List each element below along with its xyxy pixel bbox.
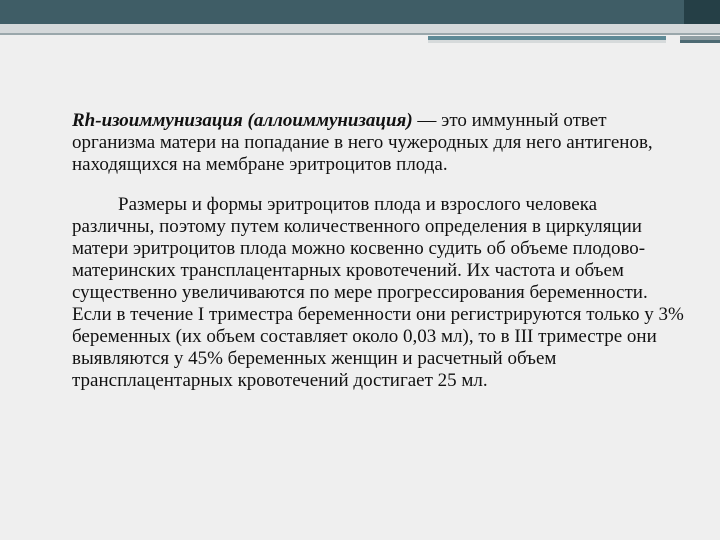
slide-content [72, 110, 684, 392]
definition-text: — это иммунный ответ организма матери на попадание в него чужеродных для него антигенов, находящихся на мембране эритроцитов плода. [72, 110, 653, 175]
slide-accent-bar-light [428, 40, 666, 43]
slide-accent-bar-right-dark [680, 40, 720, 43]
slide-top-divider [0, 33, 720, 35]
slide-top-band-corner [684, 0, 720, 24]
slide-top-band [0, 0, 720, 24]
body-paragraph: Размеры и формы эритроцитов плода и взрослого человека различны, поэтому путем количественного определения в циркуляции матери эритроцитов плода можно косвенно судить об объеме плодово-материнских трансплацентарных кровотечений. Их частота и объем существенно увеличиваются по мере прогрессирования беременности. Если в течение I триместра беременности они регистрируются только у 3% беременных (их объем составляет около 0,03 мл), то в III триместре они выявляются у 45% беременных женщин и расчетный объем трансплацентарных кровотечений достигает 25 мл. [72, 194, 684, 391]
definition-paragraph [72, 110, 684, 176]
definition-term: Rh-изоиммунизация (аллоиммунизация) [72, 110, 413, 131]
slide-top-strip [0, 24, 720, 33]
